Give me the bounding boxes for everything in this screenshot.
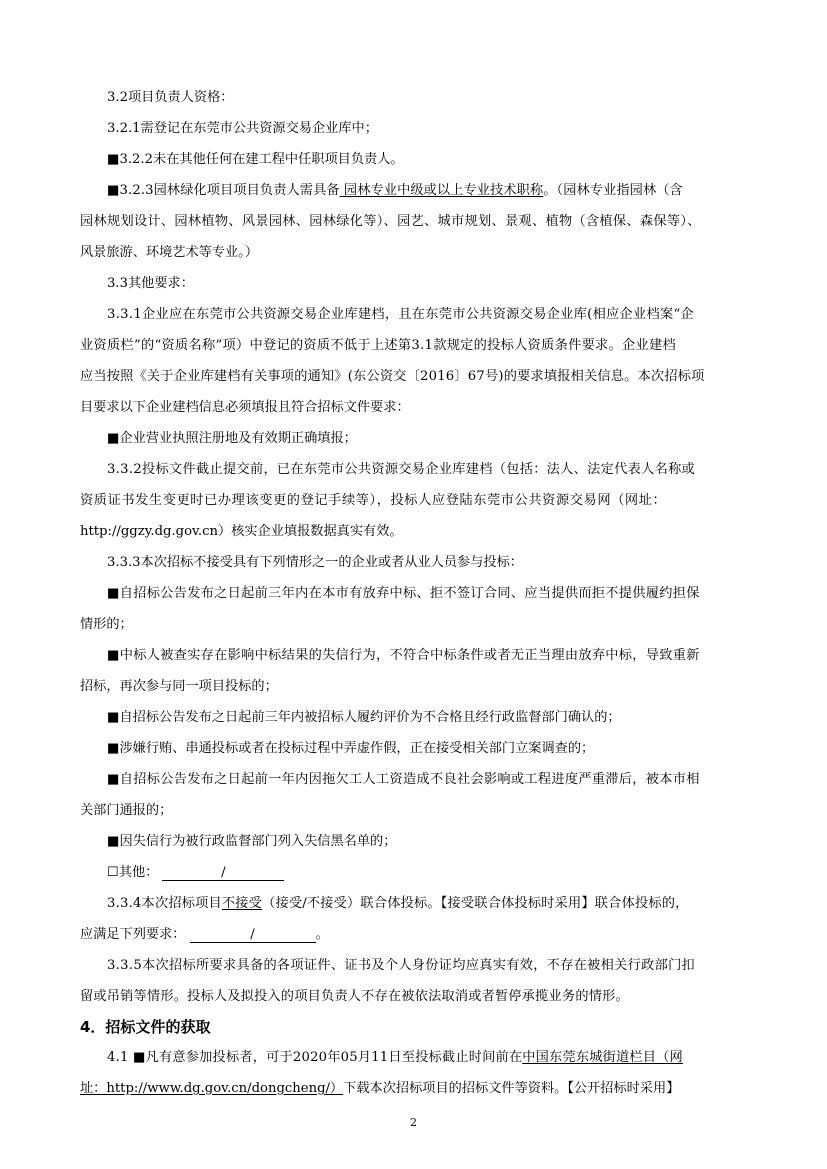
clause-3-2-1: 3.2.1需登记在东莞市公共资源交易企业库中； — [107, 121, 378, 136]
exclusion-other — [107, 864, 284, 882]
clause-3-2-2: ■3.2.2未在其他任何在建工程中任职项目负责人。 — [107, 152, 404, 167]
clause-3-3-1-line-2: 业资质栏”的“资质名称”项）中登记的资质不低于上述第3.1款规定的投标人资质条件要求。企业建档 — [80, 338, 676, 353]
exclusion-2-line-2: 招标，再次参与同一项目投标的； — [80, 679, 278, 694]
other-blank-field: / — [162, 865, 284, 881]
clause-4-1-line-1 — [107, 1049, 683, 1067]
qualification-requirement: 园林专业中级或以上专业技术职称 — [339, 183, 544, 198]
consortium-choice: 不接受 — [221, 896, 263, 911]
clause-3-3-5-line-1: 3.3.5本次招标所要求具备的各项证件、证书及个人身份证均应真实有效，不存在被相关行政部门扣 — [107, 958, 696, 973]
consortium-requirements-end: 。 — [315, 927, 329, 942]
clause-4-1-line-2 — [80, 1080, 679, 1098]
clause-3-2-3-text: ■3.2.3园林绿化项目项目负责人需具备 — [107, 183, 340, 198]
clause-4-1-text: 4.1 ■凡有意参加投标者，可于2020年05月11日至投标截止时间前在 — [107, 1050, 523, 1065]
clause-3-3-1-line-1: 3.3.1企业应在东莞市公共资源交易企业库建档，且在东莞市公共资源交易企业库(相应企业档案“企 — [107, 307, 695, 322]
clause-3-2-3-line-2: 园林规划设计、园林植物、风景园林、园林绿化等）、园艺、城市规划、景观、植物（含植保、森保等）、 — [80, 214, 701, 229]
clause-3-3-1-item: ■企业营业执照注册地及有效期正确填报； — [107, 431, 357, 446]
clause-4-1-rest: 下载本次招标项目的招标文件等资料。【公开招标时采用】 — [343, 1081, 680, 1096]
exclusion-1-line-2: 情形的； — [80, 617, 133, 632]
clause-3-2-3-line-1 — [107, 182, 683, 200]
exclusion-2-line-1: ■中标人被查实存在影响中标结果的失信行为，不符合中标条件或者无正当理由放弃中标，导致重新 — [107, 648, 700, 663]
clause-3-3-2-line-1: 3.3.2投标文件截止提交前，已在东莞市公共资源交易企业库建档（包括：法人、法定代表人名称或 — [107, 462, 696, 477]
section-4-heading: 4．招标文件的获取 — [80, 1018, 211, 1036]
clause-3-2-3-note: 。（园林专业指园林（含 — [543, 183, 683, 198]
exclusion-1-line-1: ■自招标公告发布之日起前三年内在本市有放弃中标、拒不签订合同、应当提供而拒不提供履约担保 — [107, 586, 700, 601]
website-column-name: 中国东莞东城街道栏目（网 — [522, 1050, 683, 1065]
clause-3-3-4-line-1 — [107, 895, 689, 913]
exclusion-4: ■涉嫌行贿、串通投标或者在投标过程中弄虚作假，正在接受相关部门立案调查的； — [107, 741, 595, 756]
clause-3-3-4-rest: （接受/不接受）联合体投标。【接受联合体投标时采用】联合体投标的， — [262, 896, 689, 911]
clause-3-3-2-line-3: http://ggzy.dg.gov.cn）核实企业填报数据真实有效。 — [80, 524, 403, 539]
exclusion-6: ■因失信行为被行政监督部门列入失信黑名单的； — [107, 834, 397, 849]
clause-3-2-3-line-3: 风景旅游、环境艺术等专业。） — [80, 245, 259, 260]
clause-3-3-5-line-2-wrap: 留或吊销等情形。投标人及拟投入的项目负责人不存在被依法取消或者暂停承揽业务的情形。 — [80, 989, 629, 1004]
clause-3-3-4-line-2 — [80, 926, 329, 944]
clause-3-3-1-line-3: 应当按照《关于企业库建档有关事项的通知》(东公资交〔2016〕67号)的要求填报相关信息。本次招标项 — [80, 369, 705, 384]
clause-3-3-3-heading: 3.3.3本次招标不接受具有下列情形之一的企业或者从业人员参与投标： — [107, 555, 523, 570]
section-3-2-heading: 3.2项目负责人资格： — [107, 90, 234, 105]
page-number: 2 — [410, 1116, 417, 1129]
clause-3-3-1-line-4: 目要求以下企业建档信息必须填报且符合招标文件要求： — [80, 400, 410, 415]
exclusion-5-line-2: 关部门通报的； — [80, 803, 173, 818]
consortium-requirements-field: / — [190, 927, 316, 943]
section-3-3-heading: 3.3其他要求： — [107, 276, 194, 291]
other-checkbox-label: ☐其他： — [107, 865, 159, 880]
consortium-requirements-label: 应满足下列要求： — [80, 927, 186, 942]
clause-3-3-4-text: 3.3.4本次招标项目 — [107, 896, 222, 911]
download-url-link[interactable]: 址：http://www.dg.gov.cn/dongcheng/） — [80, 1081, 344, 1096]
clause-3-3-2-line-2: 资质证书发生变更时已办理该变更的登记手续等），投标人应登陆东莞市公共资源交易网（网址： — [80, 493, 667, 508]
exclusion-5-line-1: ■自招标公告发布之日起前一年内因拖欠工人工资造成不良社会影响或工程进度严重滞后，被本市相 — [107, 772, 700, 787]
exclusion-3: ■自招标公告发布之日起前三年内被招标人履约评价为不合格且经行政监督部门确认的； — [107, 710, 621, 725]
